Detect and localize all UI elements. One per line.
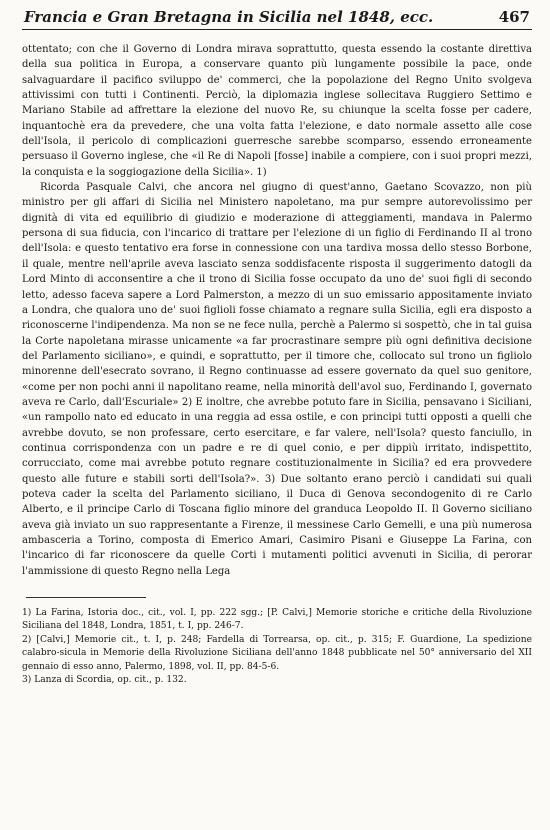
footnote-divider: [26, 597, 146, 598]
main-text: [22, 42, 532, 579]
page-number: 467: [498, 8, 530, 26]
footnote-3: 3) Lanza di Scordia, op. cit., p. 132.: [22, 675, 187, 686]
footnote-2: 2) [Calvi,] Memorie cit., t. I, p. 248; Fardella di Torrearsa, op. cit., p. 315; F. Guardione, La spedizione calabro-sicula in Memorie della Rivoluzione Siciliana dell'anno 1848 pubblicate nel 50° anniversario del XII gennaio di esso anno, Palermo, 1898, vol. II, pp. 84-5-6.: [22, 634, 532, 672]
running-header: [22, 8, 532, 30]
footnotes: [22, 607, 532, 687]
running-title: Francia e Gran Bretagna in Sicilia nel 1848, ecc.: [24, 8, 434, 26]
paragraph-2: Ricorda Pasquale Calvi, che ancora nel giugno di quest'anno, Gaetano Scovazzo, non più ministro per gli affari di Sicilia nel Ministero napoletano, ma pur sempre autorevolissimo per dignità di vita ed equilibrio di giudizio e moderazione di atteggiamenti, mandava in Palermo persona di sua fiducia, con l'incarico di trattare per l'elezione di un figlio di Ferdinando II al trono dell'Isola: e questo tentativo era forse in connessione con una tardiva mossa dello stesso Borbone, il quale, mentre nell'aprile aveva lasciato senza soddisfacente risposta il suggerimento datogli da Lord Minto di acconsentire a che il trono di Sicilia fosse occupato da uno de' suoi figli di secondo letto, adesso faceva sapere a Lord Palmerston, a mezzo di un suo emissario appositamente inviato a Londra, che qualora uno de' suoi figlioli fosse chiamato a regnare sulla Sicilia, egli era disposto a riconoscerne l'indipendenza. Ma non se ne fece nulla, perchè a Palermo si sospettò, che in tal guisa la Corte napoletana mirasse unicamente «a far procrastinare sempre più ogni definitiva decisione del Parlamento siciliano», e quindi, e soprattutto, per il timore che, collocato sul trono un figliolo minorenne dell'esecrato sovrano, il Regno continuasse ad essere governato da quel suo genitore, «come per non pochi anni il napolitano reame, nella minorità dell'avol suo, Ferdinando I, governato aveva re Carlo, dall'Escuriale» 2) E inoltre, che avrebbe potuto fare in Sicilia, pensavano i Siciliani, «un rampollo nato ed educato in una reggia ad essa ostile, e con principi tutti opposti a quelli che avrebbe dovuto, se non professare, certo esercitare, e far valere, nell'Isola? questo fanciullo, in continua corrispondenza con un padre e re di quel conio, e per dippiù irritato, indispettito, corrucciato, come mai avrebbe potuto regnare costituzionalmente in Sicilia? ed era provvedere questo alle future e stabili sorti dell'Isola?». 3) Due soltanto erano perciò i candidati sui quali poteva cader la scelta del Parlamento siciliano, il Duca di Genova secondogenito di re Carlo Alberto, e il principe Carlo di Toscana figlio minore del granduca Leopoldo II. Il Governo siciliano aveva già inviato un suo rappresentante a Firenze, il messinese Carlo Gemelli, e una più numerosa ambasceria a Torino, composta di Emerico Amari, Casimiro Pisani e Giuseppe La Farina, con l'incarico di far riconoscere da quelle Corti i mutamenti politici avvenuti in Sicilia, di perorar l'ammissione di questo Regno nella Lega: [22, 182, 532, 577]
page: [22, 8, 532, 687]
footnote-1: 1) La Farina, Istoria doc., cit., vol. I, pp. 222 sgg.; [P. Calvi,] Memorie storiche e critiche della Rivoluzione Siciliana del 1848, Londra, 1851, t. I, pp. 246-7.: [22, 608, 532, 632]
paragraph-1: ottentato; con che il Governo di Londra mirava soprattutto, questa essendo la costante direttiva della sua politica in Europa, a conservare quanto più lungamente possibile la pace, onde salvaguardare il pacifico sviluppo de' commerci, che la popolazione del Regno Unito svolgeva attivissimi con tutti i Continenti. Perciò, la diplomazia inglese sollecitava Ruggiero Settimo e Mariano Stabile ad affrettare la elezione del nuovo Re, su chiunque la scelta fosse per cadere, inquantochè era da prevedere, che una volta fatta l'elezione, e dato normale assetto alle cose dell'Isola, il pericolo di complicazioni guerresche sarebbe scomparso, essendo erroneamente persuaso il Governo inglese, che «il Re di Napoli [fosse] inabile a compiere, con i suoi propri mezzi, la conquista e la soggiogazione della Sicilia». 1): [22, 44, 532, 178]
